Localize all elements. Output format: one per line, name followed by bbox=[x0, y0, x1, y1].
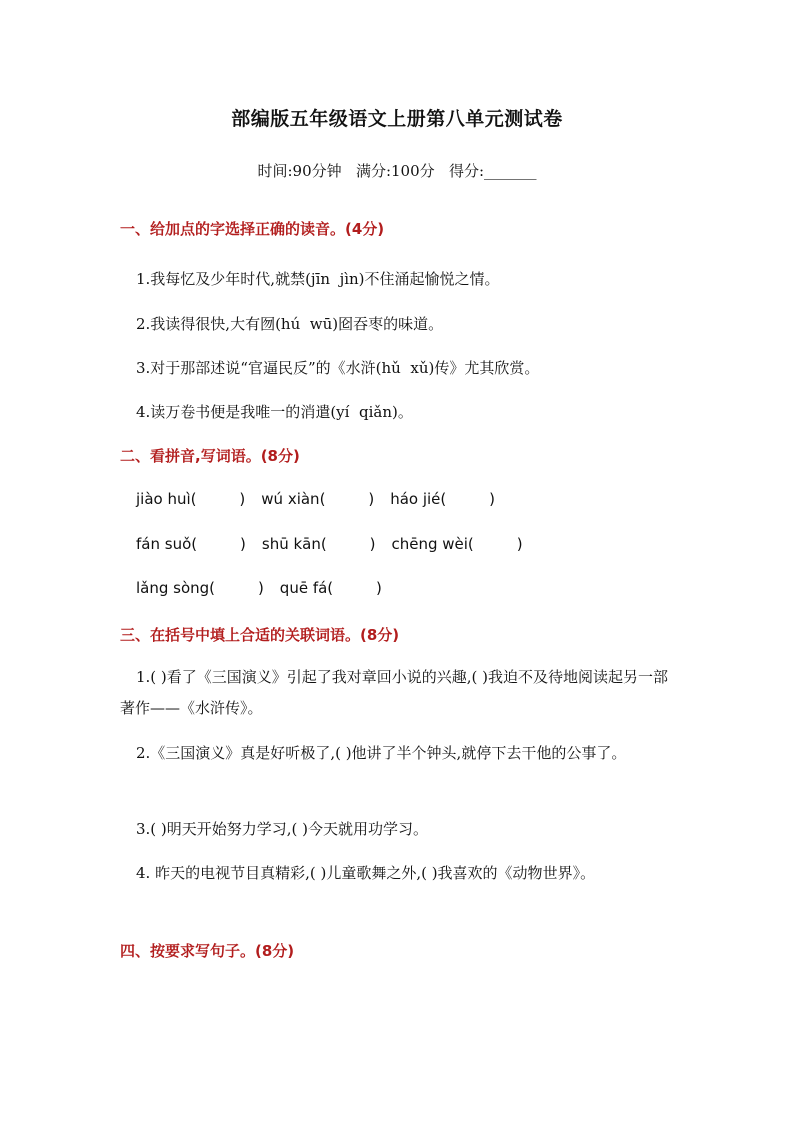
score-field: 得分:_______ bbox=[448, 162, 537, 180]
section-1-item-1: 1.我每忆及少年时代,就禁(jīn jìn)不住涌起愉悦之情。 bbox=[136, 270, 500, 288]
full-score: 满分:100分 bbox=[355, 162, 435, 180]
pinyin-row-3 bbox=[136, 579, 398, 597]
pinyin-row-1 bbox=[136, 490, 511, 508]
pinyin-row-2 bbox=[136, 535, 539, 553]
section-3-item-4: 4. 昨天的电视节目真精彩,( )儿童歌舞之外,( )我喜欢的《动物世界》。 bbox=[136, 864, 596, 882]
section-3-item-2: 2.《三国演义》真是好听极了,( )他讲了半个钟头,就停下去干他的公事了。 bbox=[136, 744, 627, 762]
page-title: 部编版五年级语文上册第八单元测试卷 bbox=[231, 108, 563, 130]
pinyin-item: jiào huì( ) bbox=[136, 490, 246, 508]
section-1-item-3: 3.对于那部述说“官逼民反”的《水浒(hǔ xǔ)传》尤其欣赏。 bbox=[136, 359, 540, 377]
pinyin-item: wú xiàn( ) bbox=[261, 490, 375, 508]
pinyin-item: chēng wèi( ) bbox=[391, 535, 523, 553]
time-limit: 时间:90分钟 bbox=[257, 162, 342, 180]
section-3-item-3: 3.( )明天开始努力学习,( )今天就用功学习。 bbox=[136, 820, 429, 838]
pinyin-item: fán suǒ( ) bbox=[136, 535, 246, 553]
pinyin-item: quē fá( ) bbox=[279, 579, 382, 597]
section-3-item-1: 1.( )看了《三国演义》引起了我对章回小说的兴趣,( )我迫不及待地阅读起另一部著作——《水浒传》。 bbox=[120, 668, 669, 717]
pinyin-item: háo jié( ) bbox=[390, 490, 496, 508]
section-2-heading: 二、看拼音,写词语。(8分) bbox=[120, 447, 300, 465]
section-4-heading: 四、按要求写句子。(8分) bbox=[120, 942, 295, 960]
section-1-item-2: 2.我读得很快,大有囫(hú wū)囵吞枣的味道。 bbox=[136, 315, 444, 333]
exam-meta bbox=[0, 160, 794, 181]
section-1-heading: 一、给加点的字选择正确的读音。(4分) bbox=[120, 220, 385, 238]
section-3-heading: 三、在括号中填上合适的关联词语。(8分) bbox=[120, 626, 400, 644]
pinyin-item: lǎng sòng( ) bbox=[136, 579, 264, 597]
section-1-item-4: 4.读万卷书便是我唯一的消遣(yí qiǎn)。 bbox=[136, 403, 413, 421]
pinyin-item: shū kān( ) bbox=[261, 535, 376, 553]
